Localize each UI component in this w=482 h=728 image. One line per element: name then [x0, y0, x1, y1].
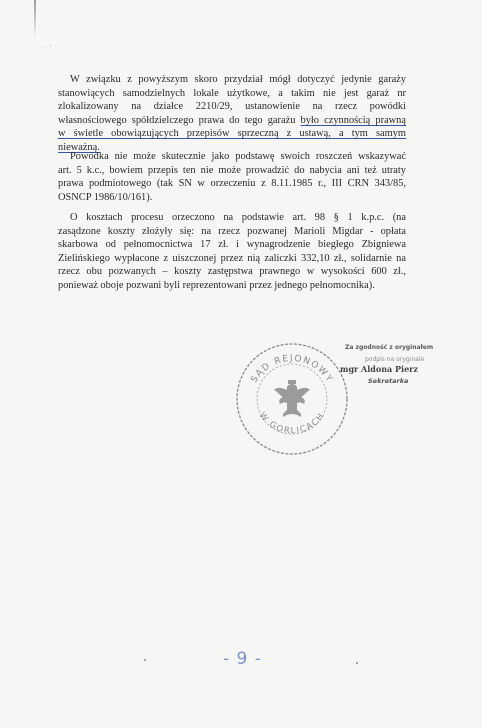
scan-speck: [144, 659, 146, 661]
p2-line-4: OSNCP 1986/10/161).: [58, 191, 153, 203]
p1-line-6: nieważną.: [58, 141, 100, 153]
p2-line-1: Powódka nie może skutecznie jako podstawę swoich roszczeń wskazywać: [70, 151, 406, 162]
paragraph-reasoning: [58, 73, 406, 155]
stamp-top-text: SĄD REJONOWY: [249, 353, 335, 385]
p3-line-1: O kosztach procesu orzeczono na podstawie art. 98 § 1 k.p.c. (na: [70, 212, 406, 223]
svg-text:W GORLICACH: [257, 411, 327, 437]
p1-line-4: [58, 114, 406, 128]
p2-line-2: art. 5 k.c., bowiem przepis ten nie może prowadzić do nabycia ani też utraty: [58, 164, 406, 176]
cert-line-3: mgr Aldona Pierz: [340, 364, 418, 374]
p3-line-3: skarbowa od pełnomocnictwa 17 zł. i wynagrodzenie biegłego Zbigniewa: [58, 239, 406, 251]
page-number: - 9 -: [223, 649, 262, 669]
p2-line-3: prawa podmiotowego (tak SN w orzeczeniu z 8.11.1985 r., III CRN 343/85,: [58, 178, 406, 190]
scan-speck: [356, 662, 358, 664]
court-seal-icon: [233, 340, 351, 458]
p1-line-4-text: własnościowego spółdzielczego prawa do tego garażu: [58, 114, 296, 126]
cert-line-1: Za zgodność z oryginałem: [345, 344, 434, 351]
court-seal-stamp: [233, 340, 351, 458]
scan-mark: · ': [44, 44, 53, 52]
paragraph-costs: [58, 211, 406, 293]
p1-line-4-underlined: było czynnością prawną: [300, 114, 406, 126]
certification-block: [340, 344, 450, 385]
cert-line-2: podpis na oryginale: [365, 356, 425, 363]
paragraph-art5: [58, 150, 406, 204]
cert-line-4: Sekretarka: [368, 377, 409, 385]
p1-line-1: W związku z powyższym skoro przydział mógł dotyczyć jedynie garaży: [70, 74, 406, 85]
eagle-emblem-icon: [274, 380, 310, 417]
scan-edge-shadow: [34, 0, 36, 38]
p3-line-2: zasądzone koszty złożyły się: na rzecz pozwanej Marioli Migdar - opłata: [58, 225, 406, 237]
p1-line-5: w świetle obowiązujących przepisów sprzeczną z ustawą, a tym samym: [58, 128, 406, 140]
p1-line-3: zlokalizowany na działce 2210/29, ustanowienie na rzecz powódki: [58, 101, 406, 113]
p1-line-2: stanowiących samodzielnych lokale użytkowe, a takim nie jest garaż nr: [58, 87, 406, 99]
p3-line-6: ponieważ oboje pozwani byli reprezentowani przez jednego pełnomocnika).: [58, 279, 375, 291]
p3-line-4: Zielińskiego wypłacone z uiszczonej przez nią zaliczki 332,10 zł., solidarnie na: [58, 252, 406, 264]
p3-line-5: rzecz obu pozwanych – koszty zastępstwa prawnego w wysokości 600 zł.,: [58, 266, 406, 278]
stamp-bottom-text: W GORLICACH: [256, 410, 328, 437]
